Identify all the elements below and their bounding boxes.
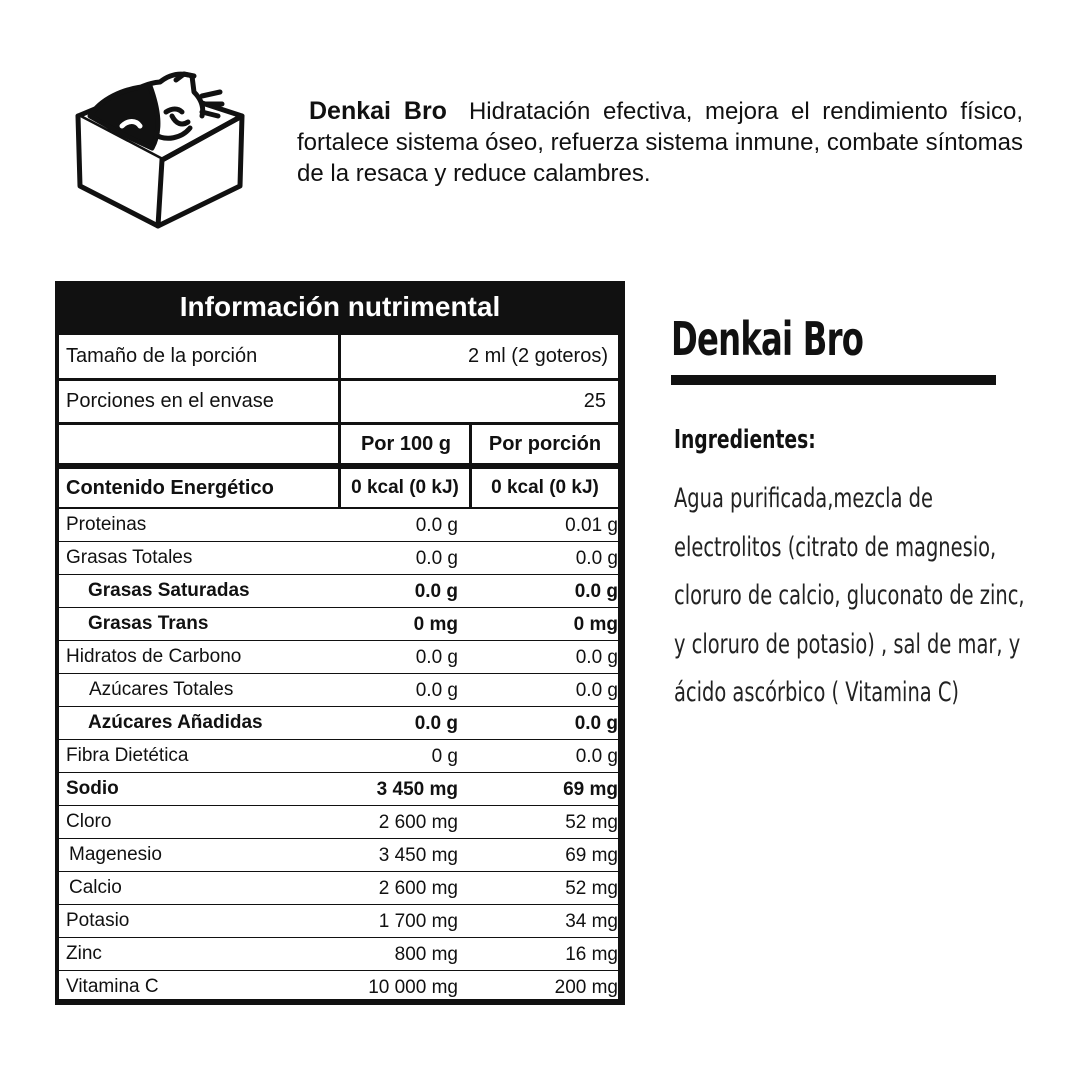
nutrient-per-100g: 0 mg: [413, 614, 458, 635]
nutrient-per-portion: 16 mg: [565, 944, 618, 965]
nutrient-name: Sodio: [66, 778, 119, 799]
nutrient-per-portion: 0.01 g: [565, 515, 618, 536]
ingredients-line: ácido ascórbico ( Vitamina C): [674, 677, 960, 708]
table-row: [59, 971, 618, 1003]
nutrient-per-100g: 2 600 mg: [378, 878, 458, 899]
nutrient-name: Azúcares Añadidas: [88, 712, 263, 733]
nutrient-per-100g: 800 mg: [394, 944, 458, 965]
nutrient-name: Hidratos de Carbono: [66, 646, 242, 667]
nutrient-per-100g: 0.0 g: [414, 713, 458, 734]
nutrient-per-portion: 69 mg: [565, 845, 618, 866]
nutrient-per-portion: 0.0 g: [574, 713, 618, 734]
table-row: [59, 575, 618, 607]
nutrient-name: Grasas Totales: [66, 547, 193, 568]
intro-brand: Denkai Bro: [309, 97, 447, 125]
nutrient-per-portion: 0.0 g: [575, 647, 618, 668]
nutrition-body: [59, 335, 618, 999]
nutrient-per-100g: 0 g: [431, 746, 458, 767]
nutrient-per-portion: 34 mg: [565, 911, 618, 932]
nutrient-per-100g: 3 450 mg: [376, 779, 458, 800]
table-row: [59, 938, 618, 970]
nutrient-per-100g: 2 600 mg: [378, 812, 458, 833]
nutrient-per-portion: 52 mg: [565, 878, 618, 899]
ingredients-line: y cloruro de potasio) , sal de mar, y: [674, 628, 1021, 660]
nutrient-per-portion: 69 mg: [563, 779, 618, 800]
nutrient-name: Cloro: [66, 811, 112, 832]
ingredients-line: Agua purificada,mezcla de: [674, 483, 933, 514]
nutrient-per-100g: 0.0 g: [414, 581, 458, 602]
table-row: [59, 674, 618, 706]
title-underline: [671, 375, 996, 385]
nutrient-per-100g: 3 450 mg: [378, 845, 458, 866]
serving-label: Tamaño de la porción: [66, 345, 258, 367]
nutrient-name: Vitamina C: [66, 976, 159, 997]
ingredients-title: Ingredientes:: [674, 425, 816, 455]
table-row: [59, 542, 618, 574]
table-row: [59, 839, 618, 871]
nutrient-per-100g: 0.0 g: [415, 680, 458, 701]
energy-per-100g: 0 kcal (0 kJ): [351, 477, 459, 498]
cat-in-box-icon: [70, 68, 250, 233]
nutrition-table: [55, 281, 625, 1005]
nutrient-per-100g: 10 000 mg: [368, 977, 458, 998]
nutrient-per-portion: 200 mg: [554, 977, 618, 998]
ingredients-line: cloruro de calcio, gluconato de zinc,: [674, 580, 1025, 611]
nutrient-name: Proteinas: [66, 514, 147, 535]
ingredients-line: electrolitos (citrato de magnesio,: [674, 531, 997, 563]
nutrient-per-portion: 0.0 g: [574, 581, 618, 602]
table-row: [59, 641, 618, 673]
nutrient-per-portion: 0 mg: [573, 614, 618, 635]
product-title: Denkai Bro: [671, 312, 864, 366]
nutrient-name: Potasio: [66, 910, 130, 931]
nutrient-per-portion: 0.0 g: [575, 548, 618, 569]
table-row: [59, 905, 618, 937]
table-row: [59, 872, 618, 904]
portions-label: Porciones en el envase: [66, 390, 274, 412]
table-row: [59, 509, 618, 541]
nutrient-per-100g: 0.0 g: [415, 515, 458, 536]
energy-label: Contenido Energético: [66, 476, 274, 499]
nutrient-per-100g: 1 700 mg: [378, 911, 458, 932]
table-row: [59, 740, 618, 772]
nutrient-name: Grasas Trans: [88, 613, 209, 634]
col-per-100g: Por 100 g: [360, 432, 452, 455]
nutrient-per-portion: 0.0 g: [575, 746, 618, 767]
intro-paragraph: [297, 96, 1023, 189]
ingredients-text: [674, 475, 1056, 718]
nutrient-per-portion: 52 mg: [565, 812, 618, 833]
nutrition-title: Información nutrimental: [179, 291, 501, 322]
energy-per-portion: 0 kcal (0 kJ): [491, 477, 599, 498]
col-per-portion: Por porción: [488, 432, 602, 455]
nutrient-name: Magenesio: [69, 844, 162, 865]
nutrient-name: Azúcares Totales: [89, 679, 234, 700]
table-row: [59, 608, 618, 640]
nutrient-per-100g: 0.0 g: [415, 647, 458, 668]
table-row: [59, 773, 618, 805]
nutrient-name: Grasas Saturadas: [88, 580, 250, 601]
nutrient-name: Calcio: [69, 877, 122, 898]
nutrient-per-100g: 0.0 g: [415, 548, 458, 569]
nutrient-name: Zinc: [66, 943, 102, 964]
intro-text: Hidratación efectiva, mejora el rendimiento físico, fortalece sistema óseo, refuerza sistema inmune, combate síntomas de la resaca y reduce calambres.: [297, 98, 1023, 187]
table-row: [59, 806, 618, 838]
nutrient-per-portion: 0.0 g: [575, 680, 618, 701]
table-row: [59, 707, 618, 739]
nutrient-name: Fibra Dietética: [66, 745, 189, 766]
portions-value: 25: [583, 390, 606, 412]
serving-value: 2 ml (2 goteros): [467, 345, 608, 367]
